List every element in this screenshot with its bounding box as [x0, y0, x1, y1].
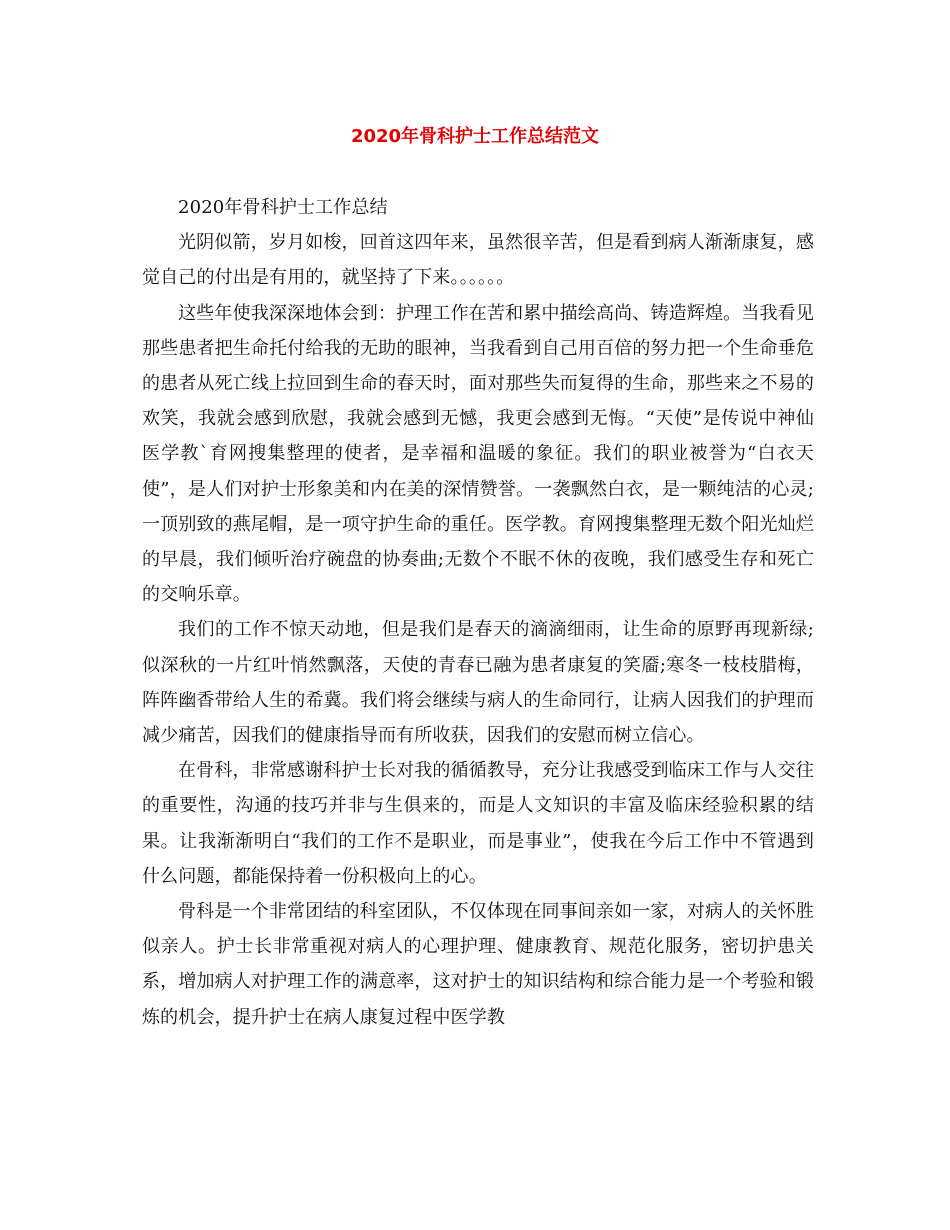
document-title: 2020年骨科护士工作总结范文	[350, 126, 600, 147]
paragraph: 这些年使我深深地体会到：护理工作在苦和累中描绘高尚、铸造辉煌。当我看见那些患者把生命托付给我的无助的眼神，当我看到自己用百倍的努力把一个生命垂危的患者从死亡线上拉回到生命的春天时，面对那些失而复得的生命，那些来之不易的欢笑，我就会感到欣慰，我就会感到无憾，我更会感到无悔。“天使”是传说中神仙医学教`育网搜集整理的使者，是幸福和温暖的象征。我们的职业被誉为“白衣天使”，是人们对护士形象美和内在美的深情赞誉。一袭飘然白衣，是一颗纯洁的心灵;一顶别致的燕尾帽，是一项守护生命的重任。医学教。育网搜集整理无数个阳光灿烂的早晨，我们倾听治疗碗盘的协奏曲;无数个不眠不休的夜晚，我们感受生存和死亡的交响乐章。	[142, 302, 814, 606]
paragraph: 骨科是一个非常团结的科室团队，不仅体现在同事间亲如一家，对病人的关怀胜似亲人。护士长非常重视对病人的心理护理、健康教育、规范化服务，密切护患关系，增加病人对护理工作的满意率，这对护士的知识结构和综合能力是一个考验和锻炼的机会，提升护士在病人康复过程中医学教	[142, 901, 814, 1028]
paragraph-subtitle: 2020年骨科护士工作总结	[178, 197, 388, 218]
document-body	[142, 190, 814, 1035]
paragraph: 我们的工作不惊天动地，但是我们是春天的滴滴细雨，让生命的原野再现新绿;似深秋的一片红叶悄然飘落，天使的青春已融为患者康复的笑靥;寒冬一枝枝腊梅，阵阵幽香带给人生的希冀。我们将会继续与病人的生命同行，让病人因我们的护理而减少痛苦，因我们的健康指导而有所收获，因我们的安慰而树立信心。	[142, 619, 814, 747]
paragraph: 光阴似箭，岁月如梭，回首这四年来，虽然很辛苦，但是看到病人渐渐康复，感觉自己的付出是有用的，就坚持了下来。。。。。。	[142, 232, 814, 289]
paragraph: 在骨科，非常感谢科护士长对我的循循教导，充分让我感受到临床工作与人交往的重要性，沟通的技巧并非与生俱来的，而是人文知识的丰富及临床经验积累的结果。让我渐渐明白“我们的工作不是职业，而是事业”，使我在今后工作中不管遇到什么问题，都能保持着一份积极向上的心。	[142, 760, 814, 887]
